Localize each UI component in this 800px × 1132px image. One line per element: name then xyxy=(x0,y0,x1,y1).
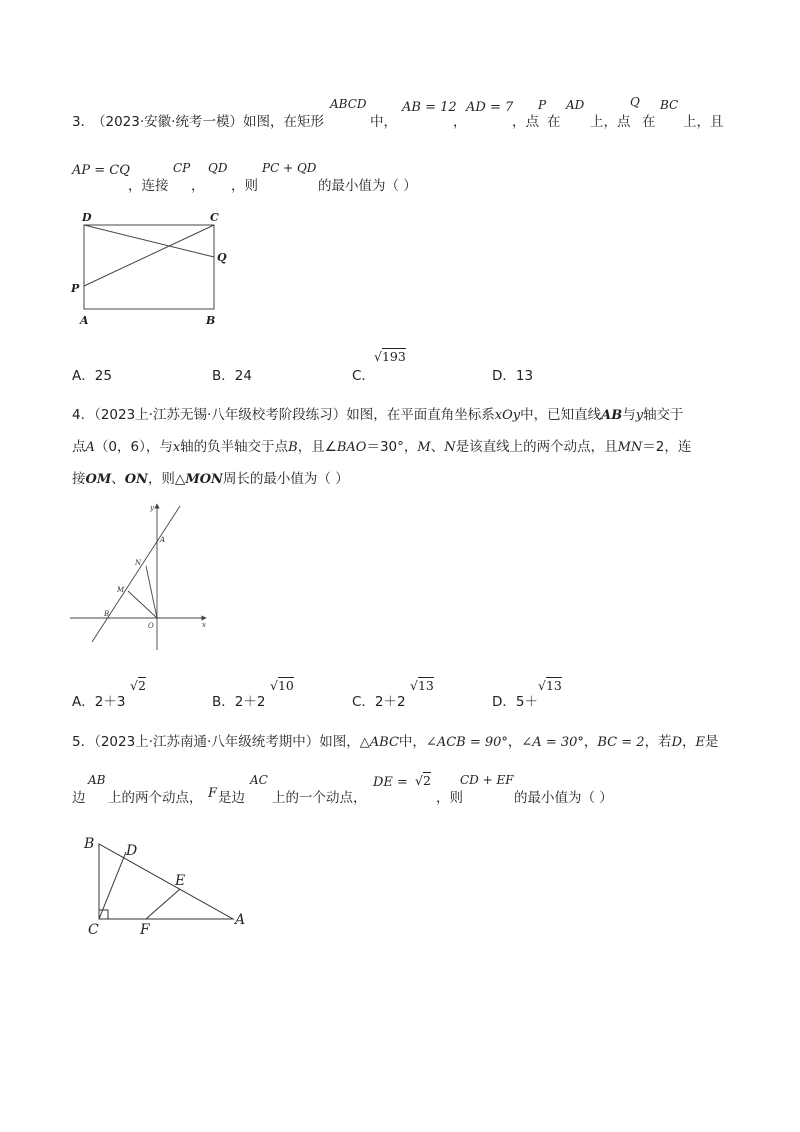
q3-text: 上，且 xyxy=(683,114,724,130)
q3-text: 在 xyxy=(642,114,656,130)
q3-ab-value: AB = 12 xyxy=(402,100,457,115)
q3-expr: PC + QD xyxy=(262,161,317,175)
label-q: Q xyxy=(217,251,227,264)
q4-line-3 xyxy=(72,467,349,487)
q3-option-a[interactable]: A．25 xyxy=(72,368,112,384)
segment-om xyxy=(128,591,157,618)
label-b: B xyxy=(206,314,216,327)
q4-text: 周长的最小值为（ ） xyxy=(222,471,349,487)
q4-option-a[interactable]: A．2＋3 xyxy=(72,694,126,710)
q4-b: B xyxy=(288,440,298,455)
q5-e: E xyxy=(695,735,705,750)
q4-ab: AB xyxy=(601,408,623,423)
q4-option-b-radical: √10 xyxy=(270,678,294,693)
q4-m: M xyxy=(417,440,431,455)
q3-text: 的最小值为（ ） xyxy=(318,178,417,194)
q5-d: D xyxy=(671,735,682,750)
q4-n: N xyxy=(444,440,456,455)
q3-option-b[interactable]: B．24 xyxy=(212,368,252,384)
q3-text: 上，点 xyxy=(590,114,631,130)
label-p: P xyxy=(71,282,80,295)
segment-cd xyxy=(99,852,126,919)
rectangle-abcd xyxy=(84,225,214,309)
label-m: M xyxy=(117,586,125,594)
label-d: D xyxy=(82,211,92,224)
label-b: B xyxy=(104,610,110,618)
q5-ac: AC xyxy=(250,773,268,787)
q4-text: ，且∠ xyxy=(297,439,337,455)
q5-de-radical: √2 xyxy=(415,773,431,788)
q5-ab: AB xyxy=(88,773,106,787)
q5-text: 上的一个动点， xyxy=(272,790,367,806)
q3-number: 3． xyxy=(72,114,95,130)
label-e: E xyxy=(175,873,186,889)
q4-x: x xyxy=(172,440,181,455)
q3-ap-cq: AP = CQ xyxy=(72,163,130,178)
q5-angle-acb: ∠ACB = 90° xyxy=(425,735,508,750)
q3-option-c-radical: √193 xyxy=(374,349,406,364)
q4-option-c[interactable]: C．2＋2 xyxy=(352,694,406,710)
q4-text: 、 xyxy=(111,471,125,487)
q4-text: ＝2，连 xyxy=(642,439,692,455)
q4-om: OM xyxy=(85,472,112,487)
q5-text: ，则 xyxy=(436,790,463,806)
q5-text: 是边 xyxy=(218,790,245,806)
q4-text: 与 xyxy=(622,407,636,423)
q4-text: 轴的负半轴交于点 xyxy=(180,439,289,455)
q4-line-1 xyxy=(72,403,684,423)
q3-text: ，则 xyxy=(231,178,258,194)
segment-qd xyxy=(84,225,214,257)
q3-text: ，点 xyxy=(512,114,539,130)
q4-a: A xyxy=(85,440,95,455)
q4-text: 4．（2023上·江苏无锡·八年级校考阶段练习）如图，在平面直角坐标系 xyxy=(72,407,495,423)
q3-ad: AD xyxy=(566,98,585,112)
q5-text: 边 xyxy=(72,790,86,806)
q4-text: （0，6），与 xyxy=(94,439,173,455)
q4-option-b[interactable]: B．2＋2 xyxy=(212,694,266,710)
q3-text: 中， xyxy=(370,114,397,130)
q4-xoy: xOy xyxy=(494,408,521,423)
label-b: B xyxy=(84,836,95,852)
q4-text: 接 xyxy=(72,471,86,487)
label-a: A xyxy=(235,912,246,928)
label-d: D xyxy=(126,843,138,859)
q5-text: 是 xyxy=(705,734,719,750)
q3-source: （2023·安徽·统考一模）如图，在矩形 xyxy=(92,114,324,130)
segment-on xyxy=(146,566,157,618)
q3-p: P xyxy=(538,98,547,112)
q4-text: 是该直线上的两个动点，且 xyxy=(455,439,618,455)
label-a: A xyxy=(80,314,89,327)
q5-text: 5．（2023上·江苏南通·八年级统考期中）如图， xyxy=(72,734,360,750)
q3-abcd: ABCD xyxy=(330,97,367,111)
q3-text: ，连接 xyxy=(128,178,169,194)
q4-on: ON xyxy=(124,472,148,487)
q5-text: 上的两个动点， xyxy=(108,790,203,806)
q4-text: 、 xyxy=(430,439,445,455)
q3-text: ， xyxy=(191,178,205,194)
q3-cp: CP xyxy=(173,161,191,175)
q3-text: 在 xyxy=(547,114,561,130)
label-c: C xyxy=(210,211,219,224)
q4-mn: MN xyxy=(617,440,643,455)
q3-bc: BC xyxy=(660,98,679,112)
label-x: x xyxy=(202,621,206,629)
q5-line-1 xyxy=(72,730,719,750)
q4-figure-coordinate-plane xyxy=(70,500,220,660)
q4-y: y xyxy=(635,408,644,423)
q5-text: 中， xyxy=(398,734,426,750)
q5-f: F xyxy=(208,786,218,801)
q3-option-d[interactable]: D．13 xyxy=(492,368,534,384)
label-y: y xyxy=(150,504,154,512)
q4-mon: MON xyxy=(185,472,223,487)
label-a: A xyxy=(160,536,166,544)
q5-text: ， xyxy=(682,734,696,750)
q4-line-2 xyxy=(72,435,691,455)
q3-ad-value: AD = 7 xyxy=(466,100,514,115)
segment-cp xyxy=(84,225,214,286)
q5-text: ， xyxy=(507,734,522,750)
q3-q: Q xyxy=(630,95,640,109)
q4-text: 中，已知直线 xyxy=(520,407,602,423)
q5-text: ， xyxy=(583,734,598,750)
label-c: C xyxy=(88,922,99,938)
q4-text: 点 xyxy=(72,439,86,455)
q5-text: 的最小值为（ ） xyxy=(514,790,613,806)
q4-option-d-radical: √13 xyxy=(538,678,562,693)
q5-de: DE = xyxy=(373,775,408,790)
q5-triangle-abc: △ABC xyxy=(359,735,399,750)
label-o: O xyxy=(148,622,154,630)
q4-text: 轴交于 xyxy=(643,407,684,423)
q5-bc: BC = 2 xyxy=(597,735,645,750)
q5-expr: CD + EF xyxy=(460,773,514,787)
line-ab xyxy=(92,506,180,642)
q5-angle-a: ∠A = 30° xyxy=(521,735,584,750)
q4-bao: BAO xyxy=(336,440,367,455)
q3-text: ， xyxy=(453,114,467,130)
q3-qd: QD xyxy=(208,161,228,175)
q4-text: ，则△ xyxy=(147,471,186,487)
q5-text: ，若 xyxy=(644,734,672,750)
label-f: F xyxy=(140,922,150,938)
q3-option-c[interactable]: C． xyxy=(352,368,375,384)
triangle-abc xyxy=(99,844,233,919)
label-n: N xyxy=(135,559,142,567)
segment-ef xyxy=(146,889,180,919)
q4-option-c-radical: √13 xyxy=(410,678,434,693)
q5-figure-triangle xyxy=(80,828,260,940)
q4-text: ＝30°， xyxy=(366,439,418,455)
q4-option-a-radical: √2 xyxy=(130,678,146,693)
q3-figure-rectangle xyxy=(70,208,240,332)
q4-option-d[interactable]: D．5＋ xyxy=(492,694,538,710)
